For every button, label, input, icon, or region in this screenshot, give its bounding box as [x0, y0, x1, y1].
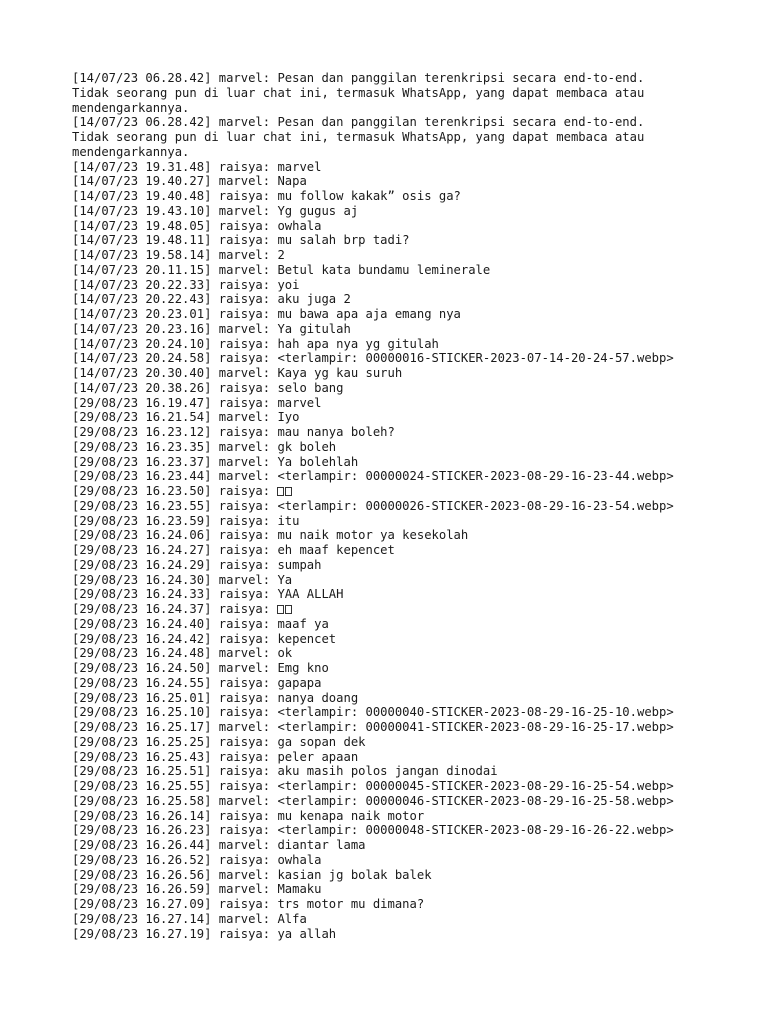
chat-message-line: [29/08/23 16.24.29] raisya: sumpah [72, 557, 322, 572]
chat-message-line: [29/08/23 16.26.23] raisya: <terlampir: 00000048-STICKER-2023-08-29-16-26-22.webp> [72, 823, 674, 838]
chat-message-line: [29/08/23 16.24.48] marvel: ok [72, 646, 293, 661]
text-line: Tidak seorang pun di luar chat ini, termasuk WhatsApp, yang dapat membaca atau [72, 130, 645, 144]
chat-message-line: [14/07/23 19.40.48] raisya: mu follow kakak” osis ga? [72, 189, 461, 203]
chat-message-line: [14/07/23 19.31.48] raisya: marvel [72, 159, 322, 174]
chat-message-line: [29/08/23 16.24.30] marvel: Ya [72, 572, 293, 587]
chat-message-line: [14/07/23 19.48.11] raisya: mu salah brp tadi? [72, 233, 410, 248]
chat-message-line: [29/08/23 16.24.42] raisya: kepencet [72, 631, 337, 646]
text-line: [14/07/23 06.28.42] marvel: Pesan dan panggilan terenkripsi secara end-to-end. [72, 115, 645, 130]
chat-message-line [72, 484, 712, 499]
text-line: mendengarkannya. [72, 144, 190, 159]
chat-message-line: [29/08/23 16.23.12] raisya: mau nanya boleh? [72, 425, 395, 439]
chat-message-line: [14/07/23 19.58.14] marvel: 2 [72, 248, 285, 262]
chat-message-line: [14/07/23 19.40.27] marvel: Napa [72, 174, 307, 189]
chat-message-line: [14/07/23 20.38.26] raisya: selo bang [72, 380, 344, 395]
chat-message-line: [29/08/23 16.26.52] raisya: owhala [72, 852, 322, 867]
chat-message-line: [29/08/23 16.21.54] marvel: Iyo [72, 410, 300, 425]
chat-message-line: [14/07/23 20.22.43] raisya: aku juga 2 [72, 292, 351, 307]
chat-message-line: [29/08/23 16.24.06] raisya: mu naik motor ya kesekolah [72, 528, 469, 543]
chat-message-line: [29/08/23 16.23.35] marvel: gk boleh [72, 439, 337, 454]
chat-message-line: [29/08/23 16.25.01] raisya: nanya doang [72, 690, 359, 705]
text-line: mendengarkannya. [72, 100, 190, 115]
message-text: [29/08/23 16.23.50] raisya: [72, 484, 278, 498]
chat-message-line: [29/08/23 16.24.55] raisya: gapapa [72, 675, 322, 690]
chat-message-line: [29/08/23 16.25.25] raisya: ga sopan dek [72, 734, 366, 749]
chat-message-line: [29/08/23 16.26.56] marvel: kasian jg bolak balek [72, 867, 432, 882]
chat-message-line: [29/08/23 16.25.10] raisya: <terlampir: 00000040-STICKER-2023-08-29-16-25-10.webp> [72, 705, 674, 720]
chat-message-line: [29/08/23 16.24.27] raisya: eh maaf kepencet [72, 543, 395, 557]
chat-message-line: [14/07/23 20.22.33] raisya: yoi [72, 277, 300, 292]
chat-message-line: [29/08/23 16.24.40] raisya: maaf ya [72, 616, 329, 631]
chat-message-line: [29/08/23 16.27.09] raisya: trs motor mu dimana? [72, 897, 425, 911]
chat-message-line: [29/08/23 16.26.59] marvel: Mamaku [72, 882, 322, 897]
chat-message-line: [14/07/23 20.23.01] raisya: mu bawa apa aja emang nya [72, 307, 461, 321]
message-text: [29/08/23 16.24.37] raisya: [72, 602, 278, 616]
chat-message-line: [29/08/23 16.24.50] marvel: Emg kno [72, 661, 329, 675]
chat-message-line: [14/07/23 20.11.15] marvel: Betul kata bundamu leminerale [72, 262, 491, 277]
chat-message-line: [29/08/23 16.25.51] raisya: aku masih polos jangan dinodai [72, 764, 498, 779]
text-line: Tidak seorang pun di luar chat ini, termasuk WhatsApp, yang dapat membaca atau [72, 85, 645, 100]
chat-message-line: [29/08/23 16.25.17] marvel: <terlampir: 00000041-STICKER-2023-08-29-16-25-17.webp> [72, 720, 674, 734]
chat-message-line: [14/07/23 20.23.16] marvel: Ya gitulah [72, 321, 351, 336]
missing-glyph-icon [277, 487, 284, 496]
chat-message-line [72, 602, 712, 617]
chat-message-line: [29/08/23 16.19.47] raisya: marvel [72, 395, 322, 410]
chat-message-line: [29/08/23 16.26.14] raisya: mu kenapa naik motor [72, 808, 425, 823]
chat-message-line: [29/08/23 16.24.33] raisya: YAA ALLAH [72, 587, 344, 602]
text-line: [14/07/23 06.28.42] marvel: Pesan dan panggilan terenkripsi secara end-to-end. [72, 71, 645, 85]
chat-message-line: [29/08/23 16.25.55] raisya: <terlampir: 00000045-STICKER-2023-08-29-16-25-54.webp> [72, 779, 674, 793]
chat-message-line: [29/08/23 16.23.55] raisya: <terlampir: 00000026-STICKER-2023-08-29-16-23-54.webp> [72, 498, 674, 513]
chat-message-line: [14/07/23 19.43.10] marvel: Yg gugus aj [72, 203, 359, 218]
chat-export-document [72, 71, 712, 941]
chat-message-line: [14/07/23 19.48.05] raisya: owhala [72, 218, 322, 233]
chat-message-line: [29/08/23 16.23.59] raisya: itu [72, 513, 300, 528]
missing-glyph-icon [285, 605, 292, 614]
chat-message-line: [14/07/23 20.24.10] raisya: hah apa nya yg gitulah [72, 336, 439, 351]
chat-message-line: [29/08/23 16.25.43] raisya: peler apaan [72, 749, 359, 764]
chat-message-line: [29/08/23 16.27.14] marvel: Alfa [72, 911, 307, 926]
chat-message-line: [29/08/23 16.26.44] marvel: diantar lama [72, 838, 366, 852]
chat-message-line: [29/08/23 16.27.19] raisya: ya allah [72, 926, 337, 941]
chat-message-line: [29/08/23 16.25.58] marvel: <terlampir: 00000046-STICKER-2023-08-29-16-25-58.webp> [72, 793, 674, 808]
missing-glyph-icon [277, 605, 284, 614]
chat-message-line: [14/07/23 20.30.40] marvel: Kaya yg kau suruh [72, 366, 403, 380]
missing-glyph-icon [285, 487, 292, 496]
chat-message-line: [29/08/23 16.23.37] marvel: Ya bolehlah [72, 454, 359, 469]
chat-message-line: [14/07/23 20.24.58] raisya: <terlampir: 00000016-STICKER-2023-07-14-20-24-57.webp> [72, 351, 674, 366]
chat-message-line: [29/08/23 16.23.44] marvel: <terlampir: 00000024-STICKER-2023-08-29-16-23-44.webp> [72, 469, 674, 484]
